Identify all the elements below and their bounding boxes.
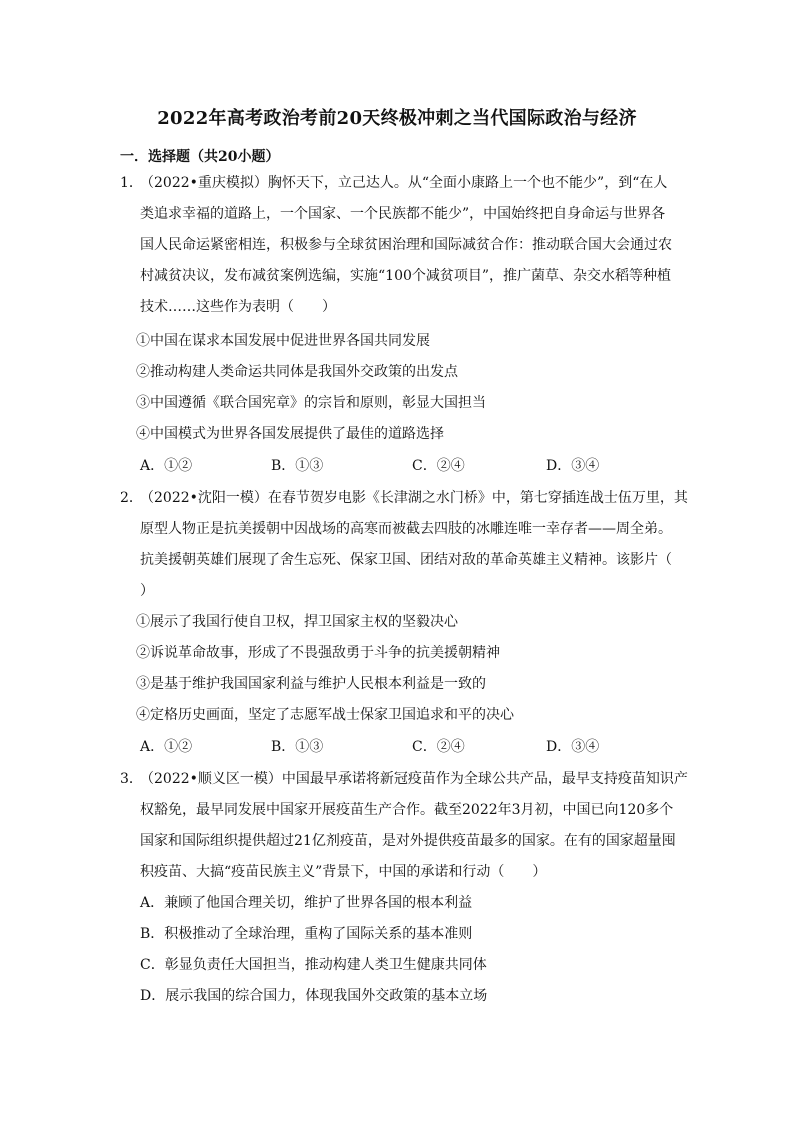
statement-2: ②推动构建人类命运共同体是我国外交政策的出发点 bbox=[136, 364, 458, 380]
choice-b[interactable]: B．①③ bbox=[271, 458, 324, 474]
option-b[interactable]: B．积极推动了全球治理，重构了国际关系的基本准则 bbox=[140, 926, 473, 942]
question-number: 3． bbox=[120, 771, 143, 787]
option-a[interactable]: A．兼顾了他国合理关切，维护了世界各国的根本利益 bbox=[140, 895, 473, 911]
option-c[interactable]: C．彰显负责任大国担当，推动构建人类卫生健康共同体 bbox=[140, 957, 487, 973]
choice-c[interactable]: C．②④ bbox=[412, 458, 465, 474]
question-text-line: （2022•重庆模拟）胸怀天下，立己达人。从“全面小康路上一个也不能少”，到“在人 bbox=[140, 175, 668, 191]
question-text-line: 抗美援朝英雄们展现了舍生忘死、保家卫国、团结对敌的革命英雄主义精神。该影片（ bbox=[140, 552, 672, 568]
question-text-line: ） bbox=[140, 583, 154, 599]
choice-d[interactable]: D．③④ bbox=[546, 739, 600, 755]
question-text-line: 原型人物正是抗美援朝中因战场的高寒而被截去四肢的冰雕连唯一幸存者——周全弟。 bbox=[140, 521, 672, 537]
statement-4: ④中国模式为世界各国发展提供了最佳的道路选择 bbox=[136, 426, 444, 442]
statement-2: ②诉说革命故事，形成了不畏强敌勇于斗争的抗美援朝精神 bbox=[136, 645, 500, 661]
question-number: 2． bbox=[120, 490, 143, 506]
choice-b[interactable]: B．①③ bbox=[271, 739, 324, 755]
question-text-line: 权豁免，最早同发展中国家开展疫苗生产合作。截至2022年3月初，中国已向120多个 bbox=[140, 802, 674, 818]
question-text-line: 类追求幸福的道路上，一个国家、一个民族都不能少”，中国始终把自身命运与世界各 bbox=[140, 206, 666, 222]
question-text-line: （2022•顺义区一模）中国最早承诺将新冠疫苗作为全球公共产品，最早支持疫苗知识产 bbox=[140, 771, 688, 787]
question-text-line: 国人民命运紧密相连，积极参与全球贫困治理和国际减贫合作：推动联合国大会通过农 bbox=[140, 237, 672, 253]
question-text-line: （2022•沈阳一模）在春节贺岁电影《长津湖之水门桥》中，第七穿插连战士伍万里，其 bbox=[140, 490, 688, 506]
question-text-line: 国家和国际组织提供超过21亿剂疫苗，是对外提供疫苗最多的国家。在有的国家超量囤 bbox=[140, 833, 676, 849]
statement-1: ①展示了我国行使自卫权，捍卫国家主权的坚毅决心 bbox=[136, 614, 458, 630]
document-title: 2022年高考政治考前20天终极冲刺之当代国际政治与经济 bbox=[157, 108, 637, 129]
statement-1: ①中国在谋求本国发展中促进世界各国共同发展 bbox=[136, 333, 430, 349]
choice-c[interactable]: C．②④ bbox=[412, 739, 465, 755]
statement-3: ③中国遵循《联合国宪章》的宗旨和原则，彰显大国担当 bbox=[136, 395, 486, 411]
statement-4: ④定格历史画面，坚定了志愿军战士保家卫国追求和平的决心 bbox=[136, 707, 514, 723]
question-text-line: 积疫苗、大搞“疫苗民族主义”背景下，中国的承诺和行动（ ） bbox=[140, 864, 547, 880]
choice-a[interactable]: A．①② bbox=[140, 458, 193, 474]
choice-d[interactable]: D．③④ bbox=[546, 458, 600, 474]
option-d[interactable]: D．展示我国的综合国力，体现我国外交政策的基本立场 bbox=[140, 988, 488, 1004]
question-number: 1． bbox=[120, 175, 143, 191]
section-heading: 一．选择题（共20小题） bbox=[120, 149, 280, 165]
question-text-line: 村减贫决议，发布减贫案例选编，实施“100个减贫项目”，推广菌草、杂交水稻等种植 bbox=[140, 268, 672, 284]
choice-a[interactable]: A．①② bbox=[140, 739, 193, 755]
question-text-line: 技术……这些作为表明（ ） bbox=[140, 299, 336, 315]
statement-3: ③是基于维护我国国家利益与维护人民根本利益是一致的 bbox=[136, 676, 486, 692]
